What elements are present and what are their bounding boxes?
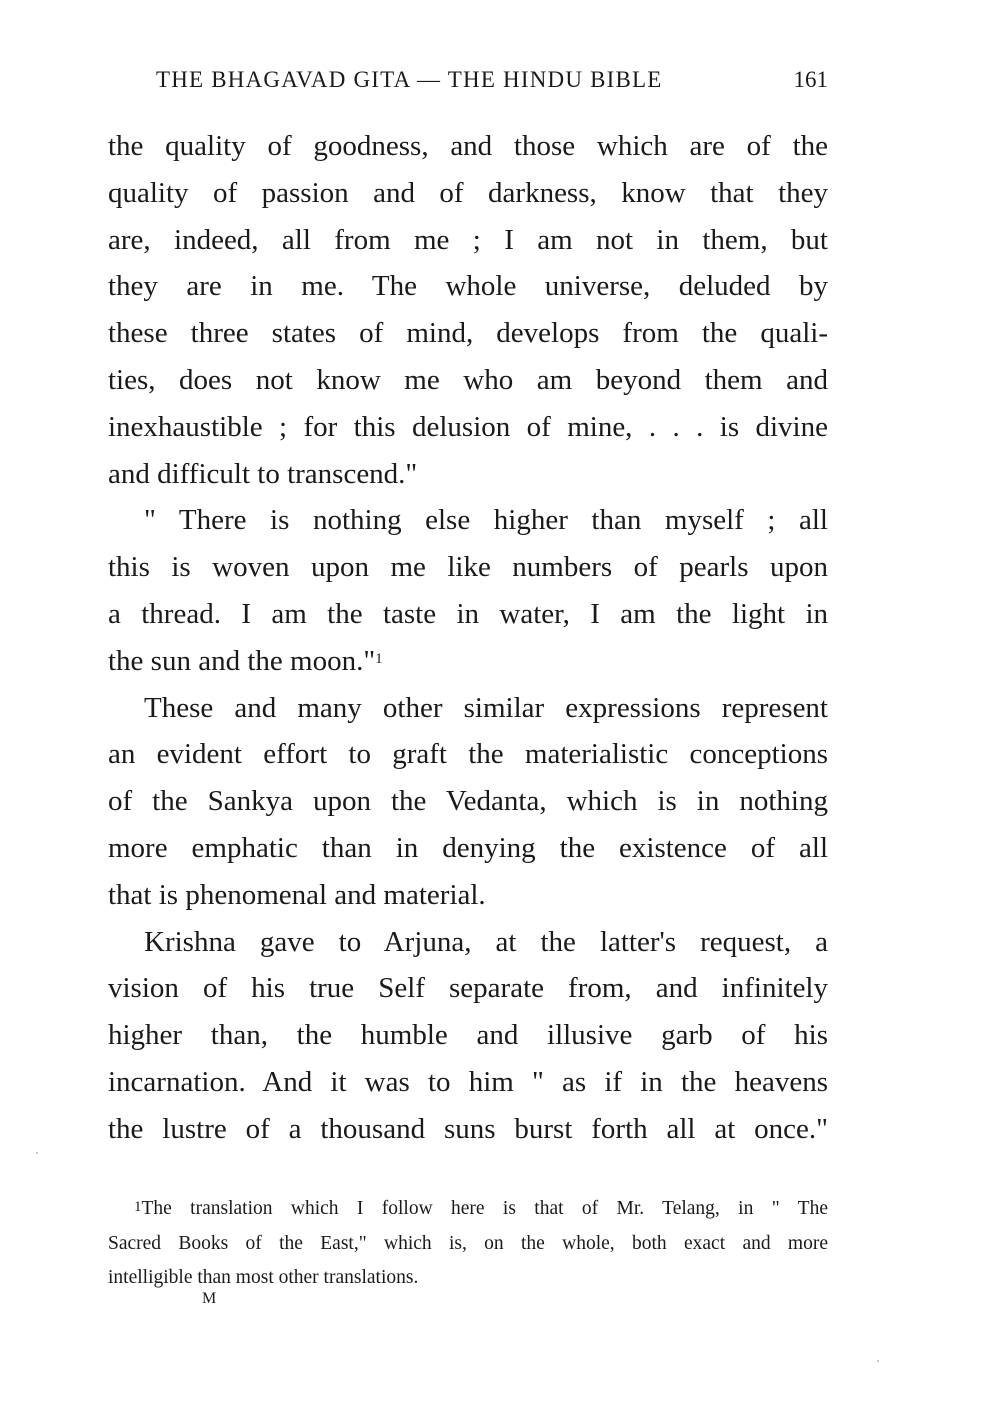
text-line: this is woven upon me like numbers of pearls upon	[108, 551, 828, 584]
text-line: the quality of goodness, and those which are of the	[108, 130, 828, 162]
footnote-line: Sacred Books of the East," which is, on the whole, both exact and more	[108, 1232, 828, 1254]
text-line: a thread. I am the taste in water, I am the light in	[108, 597, 828, 630]
text-line: higher than, the humble and illusive garb of his	[108, 1019, 828, 1052]
footnote-line-content: The translation which I follow here is that of Mr. Telang, in " The	[141, 1198, 828, 1219]
paragraph	[108, 685, 828, 919]
paragraph	[108, 123, 828, 497]
scan-speck	[36, 1152, 38, 1154]
footnote-marker: 1	[134, 1199, 142, 1215]
body-text	[108, 123, 828, 1153]
text-line: Krishna gave to Arjuna, at the latter's request, a	[144, 925, 828, 958]
paragraph	[108, 919, 828, 1153]
text-line: of the Sankya upon the Vedanta, which is in nothing	[108, 785, 828, 818]
paragraph	[108, 497, 828, 684]
text-line: they are in me. The whole universe, deluded by	[108, 270, 828, 303]
text-line: quality of passion and of darkness, know that they	[108, 176, 828, 209]
text-line: the lustre of a thousand suns burst forth all at once."	[108, 1112, 828, 1145]
text-line: and difficult to transcend."	[108, 457, 418, 490]
text-line: are, indeed, all from me ; I am not in them, but	[108, 223, 828, 256]
footnote-line: intelligible than most other translations.	[108, 1267, 419, 1288]
text-line	[108, 638, 828, 685]
text-line: These and many other similar expressions represent	[144, 691, 828, 724]
text-line: vision of his true Self separate from, and infinitely	[108, 972, 828, 1005]
signature-mark: M	[202, 1290, 218, 1307]
footnote-line	[108, 1192, 828, 1227]
text-line: these three states of mind, develops from the quali-	[108, 317, 828, 350]
text-line: ties, does not know me who am beyond them and	[108, 363, 828, 396]
footnote-reference[interactable]: 1	[375, 650, 383, 667]
text-line: inexhaustible ; for this delusion of mine, . . . is divine	[108, 410, 828, 443]
text-line: " There is nothing else higher than myself ; all	[144, 504, 828, 537]
text-line: more emphatic than in denying the existence of all	[108, 831, 828, 864]
scan-speck	[877, 1360, 879, 1362]
running-title: THE BHAGAVAD GITA — THE HINDU BIBLE	[156, 67, 663, 92]
text-line-content: the sun and the moon."	[108, 644, 376, 677]
running-head	[156, 62, 828, 98]
text-line: incarnation. And it was to him " as if in the heavens	[108, 1065, 828, 1098]
footnote	[108, 1192, 828, 1296]
text-line: that is phenomenal and material.	[108, 878, 486, 911]
page-number: 161	[793, 67, 828, 92]
text-line: an evident effort to graft the materialistic conceptions	[108, 738, 828, 771]
